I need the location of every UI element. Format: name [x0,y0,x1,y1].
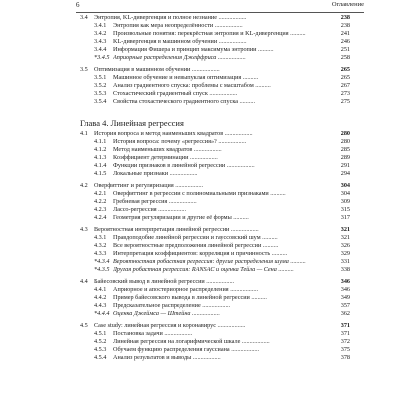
toc-entry-number: 3.5 [80,66,88,73]
toc-entry-page: 238 [340,14,350,21]
toc-entry-number: 4.1.5 [94,170,107,177]
toc-entry [80,138,350,146]
toc-entry-number: 4.5.3 [94,346,107,353]
toc-entry [80,130,350,138]
toc-entry-number: 3.4.3 [94,38,107,45]
toc-entry-page: 315 [340,206,350,213]
toc-entry-title: Оверфиттинг в регрессии с полиномиальными признаками .......... [113,190,286,197]
toc-entry-title: Байесовский вывод в линейной регрессии .................. [94,278,235,285]
toc-entry-title: Интерпретация коэффициентов: корреляция и причинность .......... [113,250,288,257]
toc-entry-title: Постановка задачи .................. [113,330,193,337]
toc-entry-page: 304 [340,182,350,189]
toc-entry-number: 4.2.2 [94,198,107,205]
toc-entry-title: Стохастический градиентный спуск .................. [113,90,238,97]
toc-entry-page: 375 [340,346,350,353]
toc-entry-page: 246 [340,38,350,45]
toc-entry-number: *4.3.5 [94,266,110,273]
toc-entry-page: 289 [340,154,350,161]
toc-entry-page: 304 [340,190,350,197]
toc-entry-title: Оценка Джеймса — Штейна .................. [113,310,220,317]
toc-entry [80,346,350,354]
toc-entry-title: Лассо-регрессия .................. [113,206,187,213]
toc-entry [80,146,350,154]
toc-entry-number: 4.3.2 [94,242,107,249]
toc-entry [80,242,350,250]
toc-entry-title: Гребневая регрессия .................. [113,198,197,205]
toc-entry-number: 4.4.3 [94,302,107,309]
toc-entry-number: 4.4.2 [94,294,107,301]
toc-entry-title: Машинное обучение и невыпуклая оптимизация .......... [113,74,259,81]
toc-entry [80,294,350,302]
toc-entry [80,278,350,286]
toc-entry-page: 238 [340,22,350,29]
toc-entry-page: 331 [340,258,350,265]
toc-entry-number: 3.5.4 [94,98,107,105]
toc-entry-page: 378 [340,354,350,361]
toc-entry [80,258,350,266]
toc-entry [80,250,350,258]
toc-entry-number: 3.4 [80,14,88,21]
toc-entry [80,82,350,90]
toc-entry [80,234,350,242]
toc-entry-number: 4.4.1 [94,286,107,293]
toc-entry-number: 4.5 [80,322,88,329]
toc-entry-number: 4.3.3 [94,250,107,257]
toc-entry-number: 4.2.1 [94,190,107,197]
toc-entry-page: 280 [340,130,350,137]
toc-entry-title: История вопроса: почему «регрессия»? .................. [113,138,247,145]
toc-entry-page: 321 [340,234,350,241]
toc-entry [80,46,350,54]
running-title: Оглавление [331,1,364,8]
toc-entry-number: 4.5.4 [94,354,107,361]
toc-entry [80,162,350,170]
toc-entry-page: 275 [340,98,350,105]
toc-entry [80,330,350,338]
toc-entry-number: 3.4.2 [94,30,107,37]
toc-entry-title: Метод наименьших квадратов .................. [113,146,222,153]
toc-entry [80,54,350,62]
toc-entry-number: 4.2.3 [94,206,107,213]
toc-entry-number: 4.5.1 [94,330,107,337]
toc-entry [80,266,350,274]
toc-entry-title: Линейная регрессия на логарифмической шкале .................. [113,338,270,345]
toc-entry-title: Пример байесовского вывода в линейной регрессии .......... [113,294,267,301]
toc-entry-title: Априорное и апостериорное распределения .................. [113,286,259,293]
toc-entry-number: 4.3 [80,226,88,233]
toc-entry-title: Правдоподобие линейной регрессии и гауссовский шум .......... [113,234,278,241]
toc-entry [80,66,350,74]
toc-entry-title: Информация Фишера и принцип максимума энтропии .......... [113,46,274,53]
toc-entry-number: 4.1 [80,130,88,137]
running-head [76,0,364,13]
toc-entry-page: 265 [340,74,350,81]
toc-entry [80,302,350,310]
toc-entry [80,30,350,38]
toc-entry [80,190,350,198]
toc-entry-number: 3.5.2 [94,82,107,89]
toc-entry-number: 3.4.1 [94,22,107,29]
toc-entry-title: Энтропия, KL-дивергенция и полное незнание .................. [94,14,247,21]
toc-entry [80,90,350,98]
toc-entry-number: 4.1.2 [94,146,107,153]
toc-entry [80,322,350,330]
page-number: 6 [76,1,80,9]
toc-entry [80,286,350,294]
toc-entry-number: 4.5.2 [94,338,107,345]
toc-entry-page: 309 [340,198,350,205]
toc-entry-page: 349 [340,294,350,301]
chapter-title: Глава 4. Линейная регрессия [80,118,184,128]
toc-entry-page: 371 [340,322,350,329]
toc-entry-title: Оптимизация в машинном обучении .................. [94,66,220,73]
toc-entry-page: 346 [340,278,350,285]
toc-entry-number: 4.4 [80,278,88,285]
toc-entry-page: 285 [340,146,350,153]
toc-entry-title: Анализ градиентного спуска: проблемы с масштабом .......... [113,82,271,89]
toc-entry [80,22,350,30]
toc-entry-number: *4.4.4 [94,310,110,317]
toc-entry-title: История вопроса и метод наименьших квадратов .................. [94,130,253,137]
toc-entry-title: Case study: линейная регрессия и коронавирус .................. [94,322,246,329]
toc-entry-number: 4.2.4 [94,214,107,221]
toc-entry-number: 4.3.1 [94,234,107,241]
toc-entry-page: 265 [340,66,350,73]
toc-entry-number: 4.1.3 [94,154,107,161]
toc-entry-title: Обучаем функцию распределения гауссиана .................. [113,346,260,353]
toc-entry-page: 357 [340,302,350,309]
toc-entry-number: 3.5.1 [94,74,107,81]
toc-entry-title: Априорные распределения Джеффриса .................. [113,54,246,61]
toc-entry [80,14,350,22]
chapter-heading [80,110,350,130]
toc-entry-number: 4.1.4 [94,162,107,169]
toc-entry-number: *4.3.4 [94,258,110,265]
toc-entry-title: Вероятностная робастная регрессия: другие распределения шума .......... [113,258,306,265]
toc-entry-page: 273 [340,90,350,97]
toc-entry [80,154,350,162]
toc-entry-title: KL-дивергенция в машинном обучении .................. [113,38,247,45]
toc-entry [80,38,350,46]
toc-entry-number: *3.4.5 [94,54,110,61]
toc-entry-page: 267 [340,82,350,89]
toc-entry-title: Произвольные понятия: перекрёстная энтропия и KL-дивергенция .......... [113,30,306,37]
toc-entry-page: 294 [340,170,350,177]
toc-entry-page: 362 [340,310,350,317]
toc-entry [80,74,350,82]
toc-entry [80,98,350,106]
toc-entry [80,198,350,206]
toc-entry-title: Функции признаков в линейной регрессии .................. [113,162,255,169]
toc-entry [80,182,350,190]
toc-entry [80,354,350,362]
toc-entry-page: 372 [340,338,350,345]
toc-entry-number: 4.1.1 [94,138,107,145]
toc-entry-title: Вероятностная интерпретация линейной регрессии .................. [94,226,259,233]
toc-entry-page: 258 [340,54,350,61]
toc-entry-page: 326 [340,242,350,249]
table-of-contents [80,14,350,362]
toc-entry-title: Свойства стохастического градиентного спуска .......... [113,98,255,105]
toc-entry-page: 371 [340,330,350,337]
toc-entry [80,214,350,222]
toc-entry [80,226,350,234]
toc-entry [80,338,350,346]
toc-entry-title: Анализ результатов и выводы .................. [113,354,221,361]
toc-entry-page: 346 [340,286,350,293]
toc-entry-page: 291 [340,162,350,169]
toc-entry-title: Геометрия регуляризации и другие её формы .......... [113,214,249,221]
toc-block-chapter-4 [80,130,350,362]
toc-entry [80,310,350,318]
toc-entry [80,170,350,178]
toc-entry-number: 3.4.4 [94,46,107,53]
toc-entry-page: 321 [340,226,350,233]
toc-entry-title: Другая робастная регрессия: RANSAC и оценка Тейла — Сена .......... [113,266,294,273]
toc-entry-title: Локальные признаки .................. [113,170,198,177]
toc-entry-page: 317 [340,214,350,221]
toc-entry [80,206,350,214]
toc-entry-page: 251 [340,46,350,53]
toc-entry-title: Коэффициент детерминации .................. [113,154,218,161]
toc-entry-title: Энтропия как мера неопределённости .................. [113,22,243,29]
toc-entry-title: Оверфиттинг и регуляризация .................. [94,182,204,189]
toc-entry-page: 338 [340,266,350,273]
toc-block-chapter-3 [80,14,350,106]
toc-entry-title: Предсказательное распределение .................. [113,302,231,309]
toc-entry-page: 329 [340,250,350,257]
toc-entry-title: Все вероятностные предположения линейной регрессии .......... [113,242,279,249]
toc-entry-page: 241 [340,30,350,37]
toc-entry-number: 4.2 [80,182,88,189]
toc-entry-number: 3.5.3 [94,90,107,97]
toc-entry-page: 280 [340,138,350,145]
